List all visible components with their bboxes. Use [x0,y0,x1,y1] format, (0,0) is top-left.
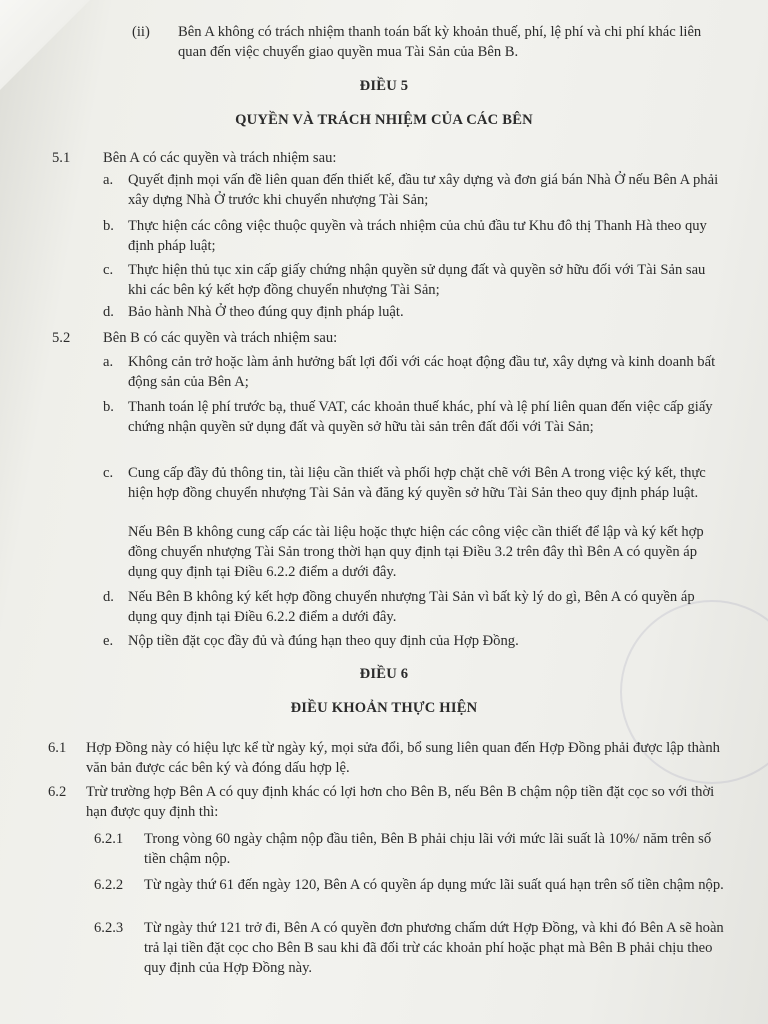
list-item: Thực hiện thủ tục xin cấp giấy chứng nhận quyền sử dụng đất và quyền sở hữu đối với Tài Sản sau khi các bên ký kết hợp đồng chuyển nhượng Tài Sản; [128,262,706,298]
list-item: Không cản trở hoặc làm ảnh hưởng bất lợi đối với các hoạt động đầu tư, xây dựng và kinh doanh bất động sản của Bên A; [128,354,716,390]
section-5-1-text: Bên A có các quyền và trách nhiệm sau: [103,150,337,166]
list-item: Thanh toán lệ phí trước bạ, thuế VAT, các khoản thuế khác, phí và lệ phí liên quan đến việc cấp giấy chứng nhận quyền sử dụng đất và quyền sở hữu tài sản trên đất đối với Tài Sản; [128,399,713,435]
article-6-title: ĐIỀU KHOẢN THỰC HIỆN [290,700,478,716]
section-5-1-number: 5.1 [52,150,71,166]
section-6-2-text: Trừ trường hợp Bên A có quy định khác có lợi hơn cho Bên B, nếu Bên B chậm nộp tiền đặt cọc so với thời hạn được quy định thì: [86,784,715,820]
list-marker: b. [103,218,114,234]
list-marker: e. [103,633,114,649]
section-5-2-number: 5.2 [52,330,71,346]
article-6-heading: ĐIỀU 6 [359,666,409,682]
intro-marker: (ii) [132,24,150,40]
subsection-text: Từ ngày thứ 61 đến ngày 120, Bên A có quyền áp dụng mức lãi suất quá hạn trên số tiền chậm nộp. [144,877,724,893]
subsection-text: Từ ngày thứ 121 trở đi, Bên A có quyền đơn phương chấm dứt Hợp Đồng, và khi đó Bên A sẽ hoàn trả lại tiền đặt cọc cho Bên B sau khi đã đối trừ các khoản phí hoặc phạt mà Bên B phải chịu theo quy định của Hợp Đồng này. [144,920,724,976]
subsection-number: 6.2.1 [94,831,124,847]
section-5-2-text: Bên B có các quyền và trách nhiệm sau: [103,330,338,346]
list-marker: c. [103,465,114,481]
list-note-paragraph: Nếu Bên B không cung cấp các tài liệu hoặc thực hiện các công việc cần thiết để lập và ký kết hợp đồng chuyển nhượng Tài Sản trong thời hạn quy định tại Điều 3.2 trên đây thì Bên A có quyền áp dụng quy định tại Điều 6.2.2 điểm a dưới đây. [128,524,704,580]
list-item: Thực hiện các công việc thuộc quyền và trách nhiệm của chủ đầu tư Khu đô thị Thanh Hà theo quy định pháp luật; [128,218,707,254]
subsection-number: 6.2.2 [94,877,124,893]
list-marker: c. [103,262,114,278]
list-item: Nộp tiền đặt cọc đầy đủ và đúng hạn theo quy định của Hợp Đồng. [128,633,519,649]
subsection-number: 6.2.3 [94,920,124,936]
list-item: Quyết định mọi vấn đề liên quan đến thiết kế, đầu tư xây dựng và đơn giá bán Nhà Ở nếu Bên A phải xây dựng Nhà Ở trước khi chuyển nhượng Tài Sản; [128,172,719,208]
intro-text: Bên A không có trách nhiệm thanh toán bất kỳ khoản thuế, phí, lệ phí và chi phí khác liên quan đến việc chuyển giao quyền mua Tài Sản của Bên B. [178,24,702,60]
list-marker: b. [103,399,114,415]
list-item: Nếu Bên B không ký kết hợp đồng chuyển nhượng Tài Sản vì bất kỳ lý do gì, Bên A có quyền áp dụng quy định tại Điều 6.2.2 điểm a dưới đây. [128,589,695,625]
list-marker: d. [103,304,114,320]
subsection-text: Trong vòng 60 ngày chậm nộp đầu tiên, Bên B phải chịu lãi với mức lãi suất là 10%/ năm trên số tiền chậm nộp. [144,831,712,867]
list-marker: a. [103,354,114,370]
list-item: Cung cấp đầy đủ thông tin, tài liệu cần thiết và phối hợp chặt chẽ với Bên A trong việc ký kết, thực hiện hợp đồng chuyển nhượng Tài Sản và đăng ký quyền sở hữu Tài Sản theo quy định pháp luật. [128,465,706,501]
list-item: Bảo hành Nhà Ở theo đúng quy định pháp luật. [128,304,404,320]
list-marker: d. [103,589,114,605]
article-5-title: QUYỀN VÀ TRÁCH NHIỆM CỦA CÁC BÊN [235,112,533,128]
list-marker: a. [103,172,114,188]
section-6-1-text: Hợp Đồng này có hiệu lực kể từ ngày ký, mọi sửa đổi, bổ sung liên quan đến Hợp Đồng phải được lập thành văn bản được các bên ký và đóng dấu hợp lệ. [86,740,720,776]
section-6-2-number: 6.2 [48,784,67,800]
section-6-1-number: 6.1 [48,740,67,756]
article-5-heading: ĐIỀU 5 [359,78,409,94]
